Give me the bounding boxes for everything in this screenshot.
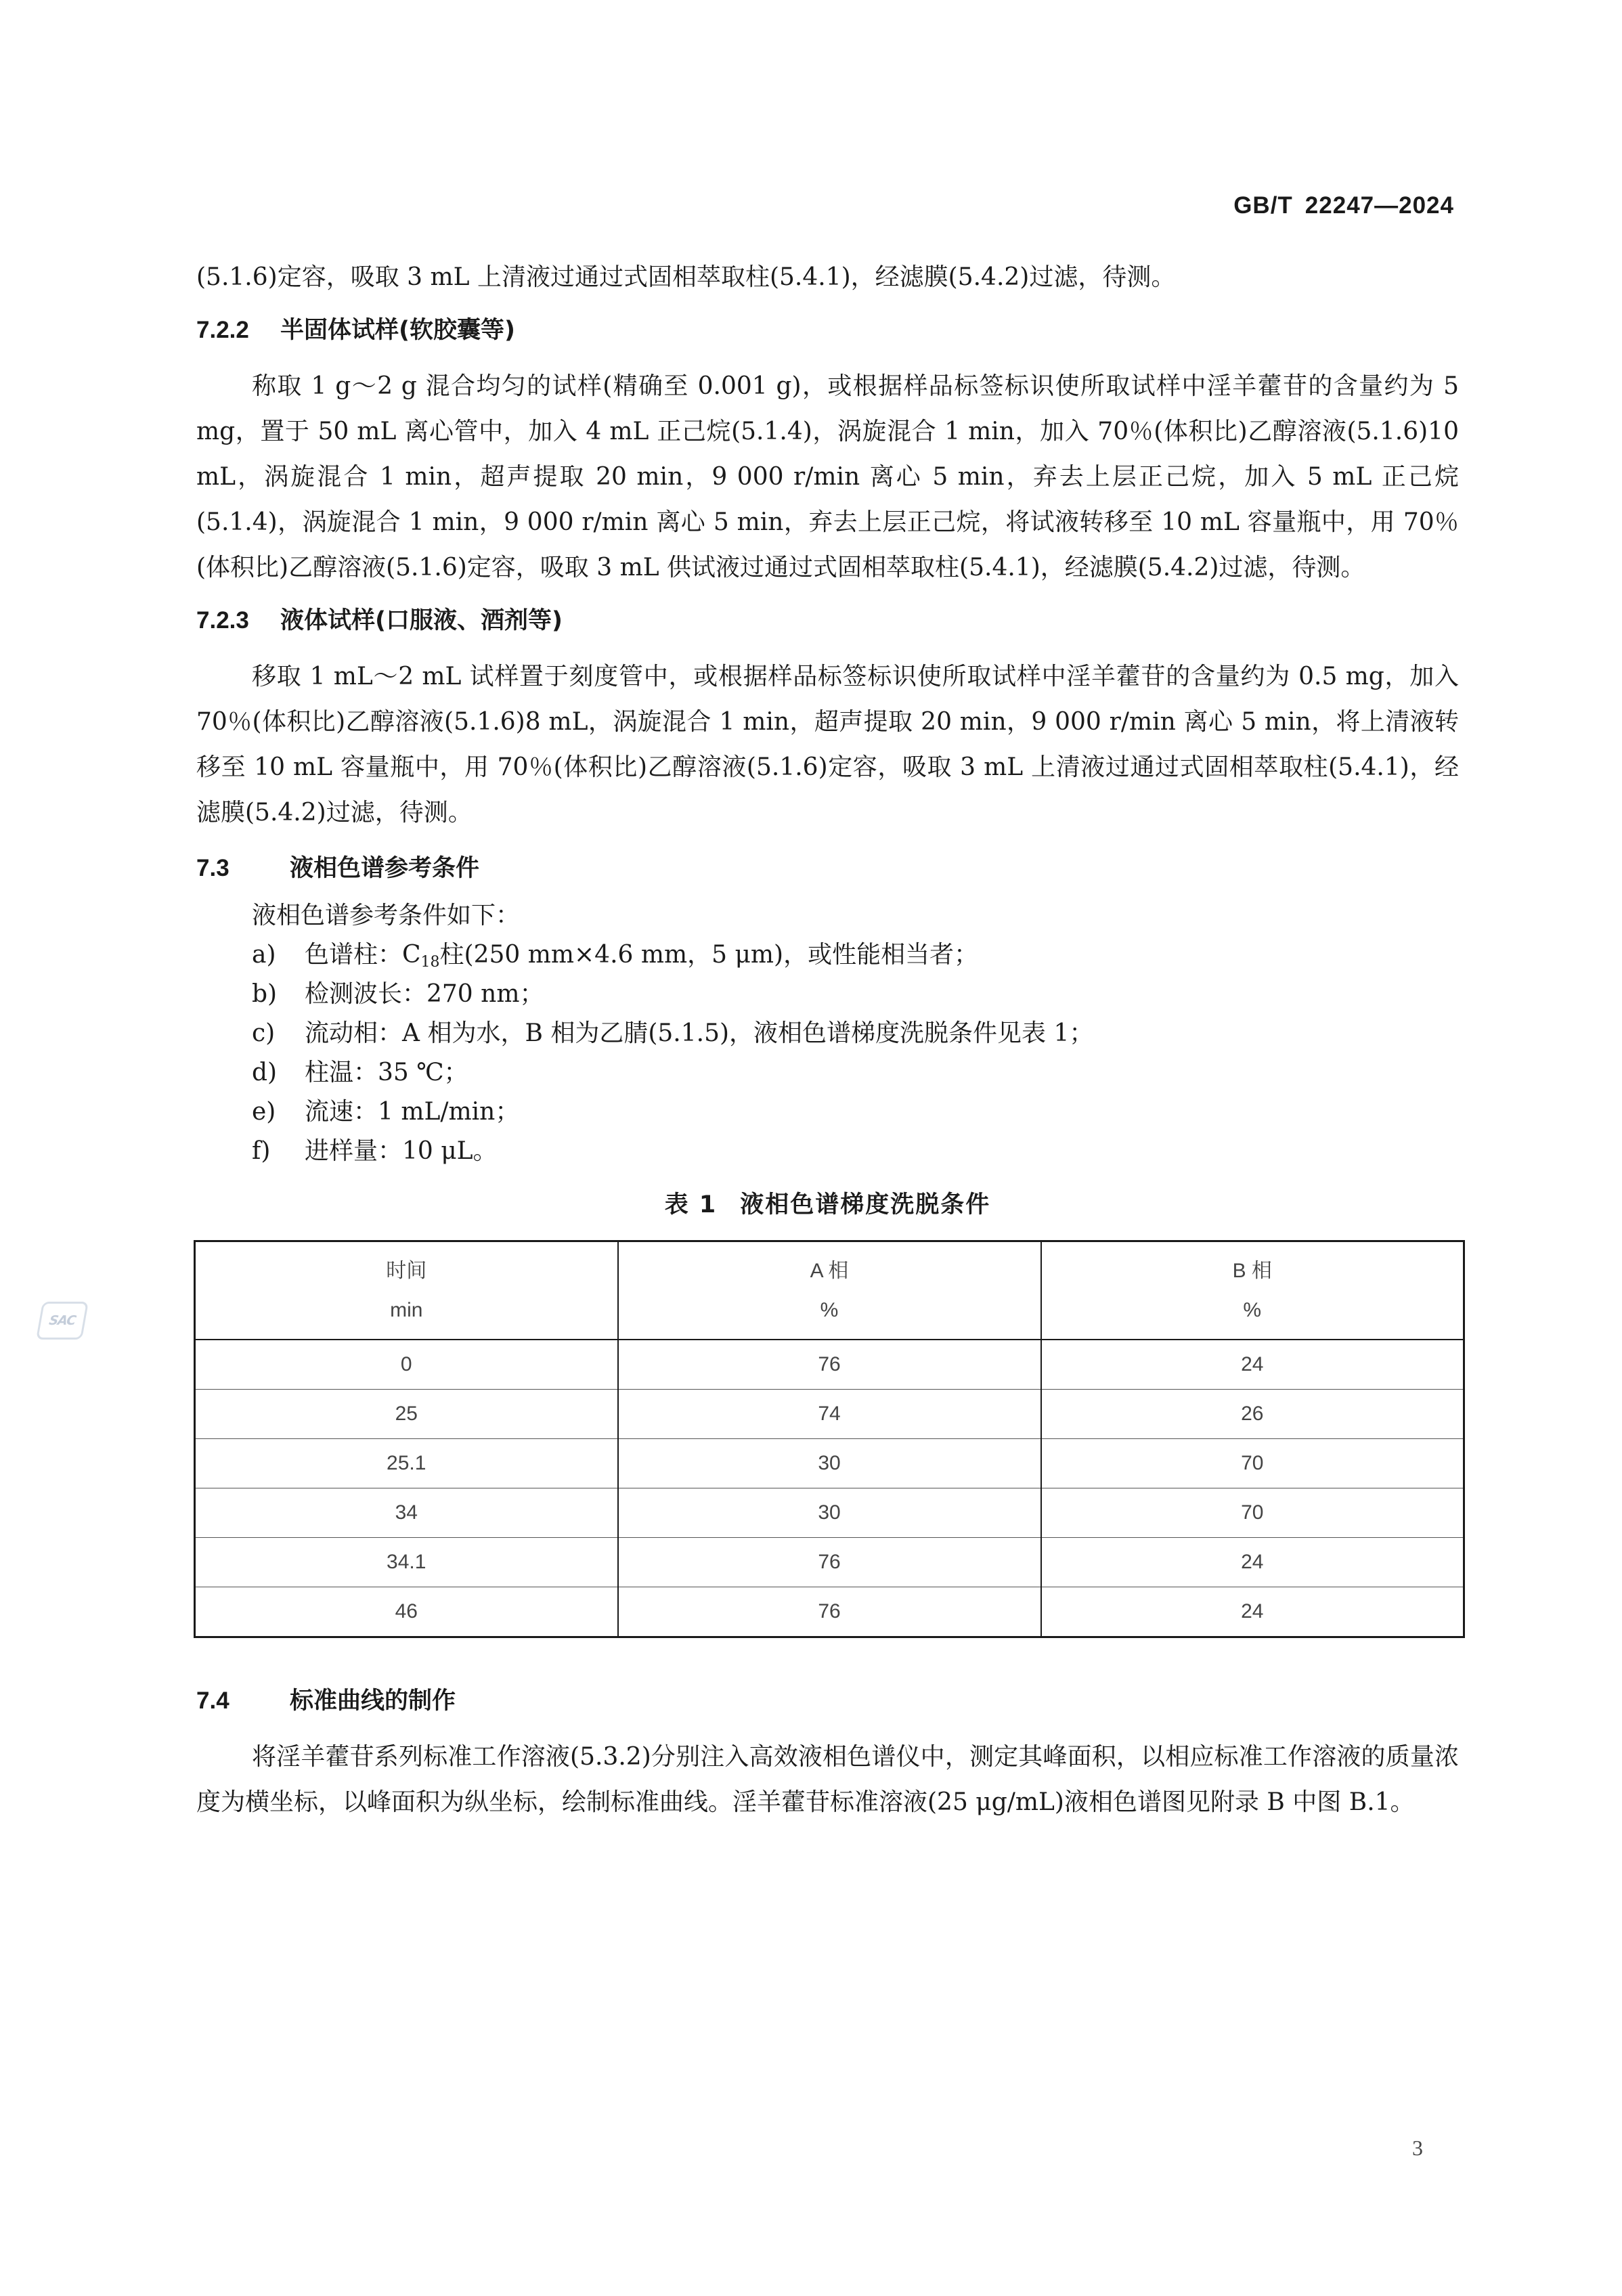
- table-cell: 0: [195, 1340, 618, 1390]
- table-cell: 30: [618, 1488, 1041, 1538]
- standard-prefix: GB/T: [1233, 192, 1293, 219]
- list-marker: c): [252, 1019, 276, 1047]
- paragraph-7-4: 将淫羊藿苷系列标准工作溶液(5.3.2)分别注入高效液相色谱仪中，测定其峰面积，以相应标准工作溶液的质量浓度为横坐标，以峰面积为纵坐标，绘制标准曲线。淫羊藿苷标准溶液(25 μg/mL)液相色谱图见附录 B 中图 B.1。: [196, 1743, 1459, 1816]
- list-item: [196, 975, 1459, 1014]
- page-content: [196, 256, 1459, 1825]
- section-number: 7.2.2: [196, 317, 249, 343]
- table-row: [195, 1538, 1464, 1587]
- list-text: 流动相：A 相为水，B 相为乙腈(5.1.5)，液相色谱梯度洗脱条件见表 1；: [305, 1019, 1094, 1047]
- table-cell: 70: [1041, 1439, 1464, 1488]
- table-cell: 74: [618, 1390, 1041, 1439]
- table-cell: 76: [618, 1340, 1041, 1390]
- list-item: [196, 1092, 1459, 1132]
- lc-conditions-list: [196, 935, 1459, 1171]
- table-cell: 46: [195, 1587, 618, 1637]
- table-cell: 24: [1041, 1340, 1464, 1390]
- table-cell: 24: [1041, 1538, 1464, 1587]
- paragraph-7-2-3: 移取 1 mL～2 mL 试样置于刻度管中，或根据样品标签标识使所取试样中淫羊藿苷的含量约为 0.5 mg，加入 70％(体积比)乙醇溶液(5.1.6)8 mL，涡旋混合 1 min，超声提取 20 min，9 000 r/min 离心 5 min，将上清液转移至 10 mL 容量瓶中，用 70％(体积比)乙醇溶液(5.1.6)定容，吸取 3 mL 上清液过通过式固相萃取柱(5.4.1)，经滤膜(5.4.2)过滤，待测。: [196, 663, 1459, 826]
- section-heading-7-2-2: [196, 313, 1459, 347]
- list-marker: e): [252, 1098, 276, 1126]
- table-cell: 25.1: [195, 1439, 618, 1488]
- column-header-phase-a: A 相 %: [618, 1241, 1041, 1340]
- sac-watermark-icon: SAC: [36, 1302, 89, 1340]
- list-text: 柱温：35 ℃；: [305, 1059, 468, 1086]
- section-number: 7.3: [196, 855, 229, 881]
- table-header-row: [195, 1241, 1464, 1340]
- continuation-paragraph: (5.1.6)定容，吸取 3 mL 上清液过通过式固相萃取柱(5.4.1)，经滤膜(5.4.2)过滤，待测。: [196, 263, 1176, 291]
- list-text: 进样量：10 μL。: [305, 1137, 498, 1165]
- column-header-time: 时间 min: [195, 1241, 618, 1340]
- table-title: 液相色谱梯度洗脱条件: [740, 1191, 991, 1218]
- table-row: [195, 1587, 1464, 1637]
- table-cell: 34.1: [195, 1538, 618, 1587]
- table-cell: 30: [618, 1439, 1041, 1488]
- table-caption: [196, 1186, 1459, 1220]
- section-title: 标准曲线的制作: [290, 1687, 456, 1715]
- section-heading-7-4: [196, 1684, 1459, 1718]
- section-number: 7.2.3: [196, 607, 249, 634]
- list-item: [196, 935, 1459, 975]
- list-text: 检测波长：270 nm；: [305, 980, 544, 1008]
- table-cell: 26: [1041, 1390, 1464, 1439]
- list-intro: 液相色谱参考条件如下：: [252, 902, 521, 929]
- list-marker: a): [252, 941, 276, 969]
- list-marker: b): [252, 980, 278, 1008]
- list-marker: d): [252, 1059, 278, 1086]
- table-cell: 76: [618, 1587, 1041, 1637]
- section-heading-7-2-3: [196, 604, 1459, 638]
- list-item: [196, 1132, 1459, 1171]
- list-marker: f): [252, 1137, 271, 1165]
- section-title: 液相色谱参考条件: [290, 855, 480, 882]
- paragraph-7-2-2: 称取 1 g～2 g 混合均匀的试样(精确至 0.001 g)，或根据样品标签标识使所取试样中淫羊藿苷的含量约为 5 mg，置于 50 mL 离心管中，加入 4 mL 正己烷(5.1.4)，涡旋混合 1 min，加入 70％(体积比)乙醇溶液(5.1.6)10 mL，涡旋混合 1 min，超声提取 20 min，9 000 r/min 离心 5 min，弃去上层正己烷，加入 5 mL 正己烷(5.1.4)，涡旋混合 1 min，9 000 r/min 离心 5 min，弃去上层正己烷，将试液转移至 10 mL 容量瓶中，用 70％(体积比)乙醇溶液(5.1.6)定容，吸取 3 mL 供试液过通过式固相萃取柱(5.4.1)，经滤膜(5.4.2)过滤，待测。: [196, 372, 1459, 581]
- list-text: 色谱柱：$C_{18}$柱(250 mm×4.6 mm，5 μm)，或性能相当者；: [305, 941, 979, 971]
- list-item: [196, 1053, 1459, 1092]
- list-text: 流速：1 mL/min；: [305, 1098, 520, 1126]
- section-heading-7-3: [196, 852, 1459, 885]
- table-cell: 76: [618, 1538, 1041, 1587]
- table-cell: 25: [195, 1390, 618, 1439]
- column-header-phase-b: B 相 %: [1041, 1241, 1464, 1340]
- table-row: [195, 1439, 1464, 1488]
- list-item: [196, 1014, 1459, 1053]
- standard-code: [1233, 192, 1454, 219]
- section-title: 液体试样(口服液、酒剂等): [280, 607, 563, 634]
- table-row: [195, 1488, 1464, 1538]
- standard-number: 22247—2024: [1305, 192, 1454, 219]
- table-row: [195, 1390, 1464, 1439]
- table-cell: 70: [1041, 1488, 1464, 1538]
- page-number: 3: [1412, 2136, 1423, 2160]
- section-title: 半固体试样(软胶囊等): [280, 317, 515, 344]
- gradient-elution-table: [194, 1240, 1465, 1638]
- section-number: 7.4: [196, 1687, 229, 1714]
- table-row: [195, 1340, 1464, 1390]
- table-number: 表 1: [664, 1191, 718, 1218]
- table-cell: 34: [195, 1488, 618, 1538]
- table-cell: 24: [1041, 1587, 1464, 1637]
